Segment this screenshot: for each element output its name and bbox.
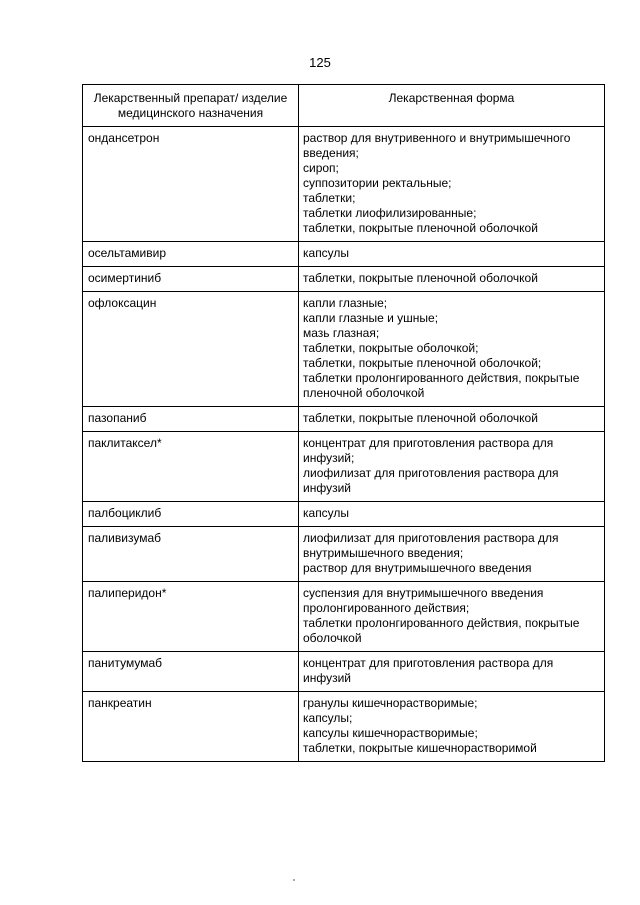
header-drug: Лекарственный препарат/ изделие медицинского назначения bbox=[83, 85, 299, 127]
drug-name: паливизумаб bbox=[83, 527, 299, 582]
dosage-form: капсулы bbox=[299, 242, 605, 267]
header-form: Лекарственная форма bbox=[299, 85, 605, 127]
drug-name: панкреатин bbox=[83, 692, 299, 762]
drug-name: осимертиниб bbox=[83, 267, 299, 292]
table-row bbox=[83, 127, 605, 242]
drug-name: офлоксацин bbox=[83, 292, 299, 407]
dosage-form: раствор для внутривенного и внутримышечного введения; сироп; суппозитории ректальные; таблетки; таблетки лиофилизированные; таблетки, покрытые пленочной оболочкой bbox=[299, 127, 605, 242]
dosage-form: суспензия для внутримышечного введения пролонгированного действия; таблетки пролонгированного действия, покрытые оболочкой bbox=[299, 582, 605, 652]
table-row bbox=[83, 432, 605, 502]
drug-name: ондансетрон bbox=[83, 127, 299, 242]
table-row bbox=[83, 242, 605, 267]
table-row bbox=[83, 582, 605, 652]
dosage-form: таблетки, покрытые пленочной оболочкой bbox=[299, 267, 605, 292]
drug-table bbox=[82, 84, 605, 762]
dosage-form: капли глазные; капли глазные и ушные; мазь глазная; таблетки, покрытые оболочкой; таблетки, покрытые пленочной оболочкой; таблетки пролонгированного действия, покрытые пленочной оболочкой bbox=[299, 292, 605, 407]
dosage-form: капсулы bbox=[299, 502, 605, 527]
drug-name: паклитаксел* bbox=[83, 432, 299, 502]
drug-name: осельтамивир bbox=[83, 242, 299, 267]
dosage-form: концентрат для приготовления раствора для инфузий bbox=[299, 652, 605, 692]
dosage-form: таблетки, покрытые пленочной оболочкой bbox=[299, 407, 605, 432]
scan-speck bbox=[293, 879, 295, 881]
table-row bbox=[83, 292, 605, 407]
table-row bbox=[83, 267, 605, 292]
table-row bbox=[83, 407, 605, 432]
drug-name: панитумумаб bbox=[83, 652, 299, 692]
page-number: 125 bbox=[309, 55, 331, 70]
table-row bbox=[83, 692, 605, 762]
table-row bbox=[83, 527, 605, 582]
dosage-form: лиофилизат для приготовления раствора для внутримышечного введения; раствор для внутримышечного введения bbox=[299, 527, 605, 582]
table-row bbox=[83, 502, 605, 527]
table-header-row bbox=[83, 85, 605, 127]
table-row bbox=[83, 652, 605, 692]
drug-name: палбоциклиб bbox=[83, 502, 299, 527]
dosage-form: гранулы кишечнорастворимые; капсулы; капсулы кишечнорастворимые; таблетки, покрытые кишечнорастворимой bbox=[299, 692, 605, 762]
dosage-form: концентрат для приготовления раствора для инфузий; лиофилизат для приготовления раствора для инфузий bbox=[299, 432, 605, 502]
drug-name: палиперидон* bbox=[83, 582, 299, 652]
drug-name: пазопаниб bbox=[83, 407, 299, 432]
